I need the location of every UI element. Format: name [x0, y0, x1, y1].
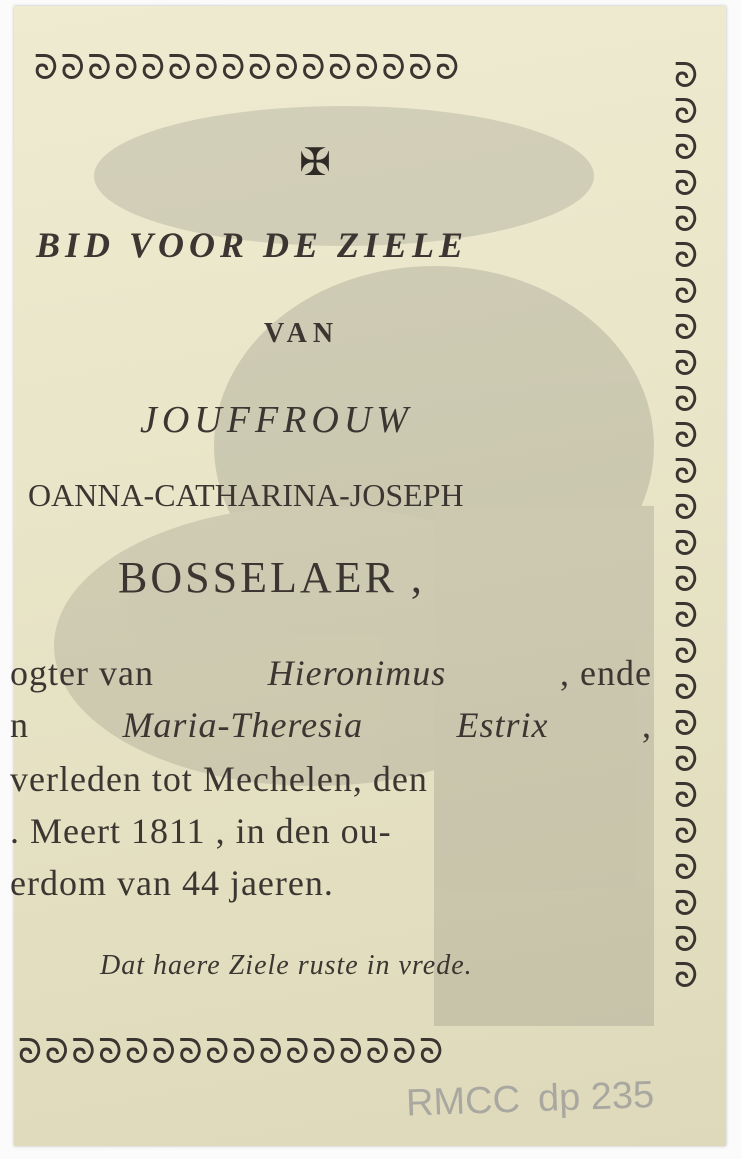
memorial-card — [10, 6, 726, 1146]
heading-of: VAN — [264, 318, 340, 349]
ornamental-border-right: ᘐᘐᘐᘐᘐᘐᘐᘐᘐᘐᘐᘐᘐᘐᘐᘐᘐᘐᘐᘐᘐᘐᘐᘐᘐᘐ — [674, 56, 698, 996]
body-text: ogter van — [10, 653, 154, 693]
father-name: Hieronimus — [267, 653, 447, 693]
ornamental-border-bottom: ᘐ ᘐ ᘐ ᘐ ᘐ ᘐ ᘐ ᘐ ᘐ ᘐ ᘐ ᘐ ᘐ ᘐ ᘐ ᘐ — [18, 1032, 440, 1072]
honorific-title: JOUFFROUW — [140, 399, 413, 441]
body-text: n — [10, 705, 29, 745]
cross-icon: ✠ — [299, 140, 331, 184]
body-line-4: . Meert 1811 , in den ou- — [10, 811, 392, 851]
surname: BOSSELAER , — [118, 553, 425, 602]
body-text: , ende — [560, 653, 652, 693]
closing-prayer: Dat haere Ziele ruste in vrede. — [100, 950, 473, 981]
mother-surname: Estrix — [456, 705, 549, 745]
body-line-5: erdom van 44 jaeren. — [10, 863, 334, 903]
archive-prefix: RMCC — [405, 1078, 521, 1125]
ornamental-border-top: ᘐ ᘐ ᘐ ᘐ ᘐ ᘐ ᘐ ᘐ ᘐ ᘐ ᘐ ᘐ ᘐ ᘐ ᘐ ᘐ — [34, 48, 456, 88]
archive-number: dp 235 — [537, 1073, 655, 1121]
body-line-2 — [10, 704, 652, 746]
body-text: , — [641, 705, 652, 745]
mother-given-name: Maria-Theresia — [122, 705, 364, 745]
body-line-3: verleden tot Mechelen, den — [10, 759, 428, 799]
heading-pray: BID VOOR DE ZIELE — [36, 225, 469, 265]
given-names: OANNA-CATHARINA-JOSEPH — [28, 477, 464, 513]
body-line-1 — [10, 652, 652, 694]
